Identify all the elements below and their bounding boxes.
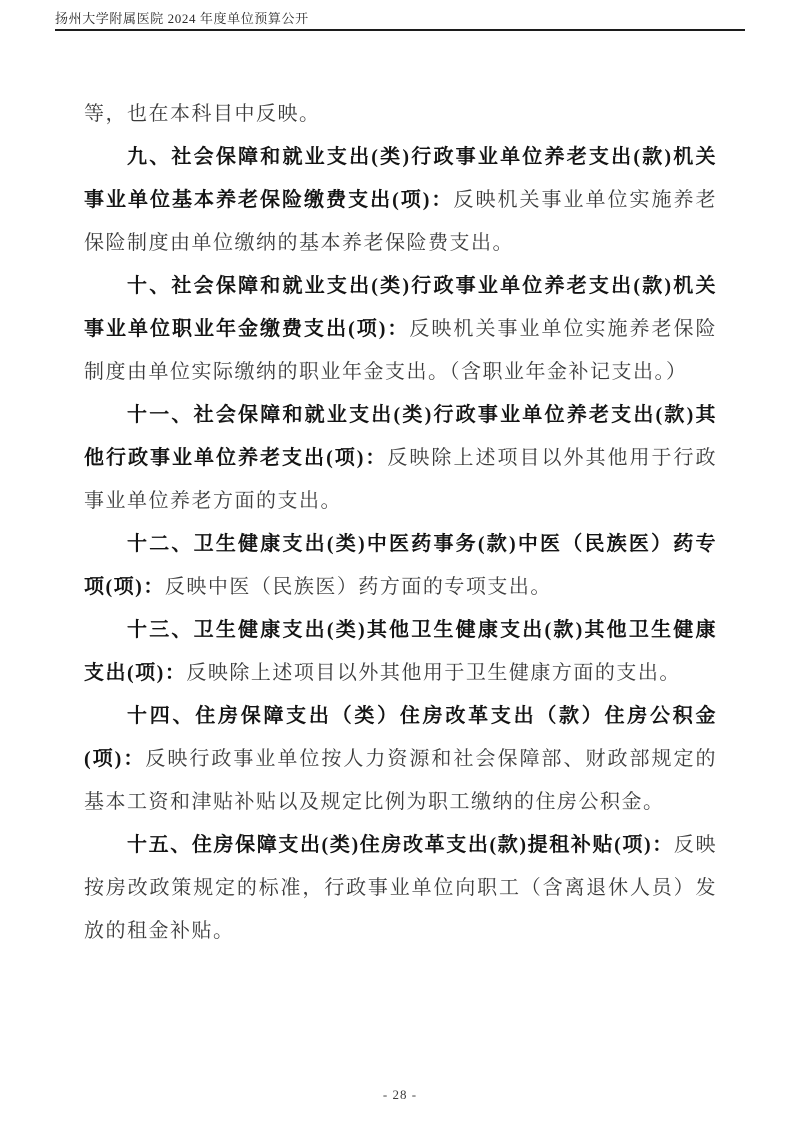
paragraph-text: 反映机关事业单位实施养老保险制度由单位实际缴纳的职业年金支出。（含职业年金补记支出。） — [84, 318, 717, 383]
paragraph-text: 反映机关事业单位实施养老保险制度由单位缴纳的基本养老保险费支出。 — [84, 189, 718, 254]
paragraph-lead: 十三、卫生健康支出(类)其他卫生健康支出(款)其他卫生健康支出(项)： — [84, 619, 717, 684]
paragraph — [84, 136, 717, 265]
header-rule — [55, 29, 745, 31]
paragraph-text: 反映除上述项目以外其他用于卫生健康方面的支出。 — [186, 662, 681, 684]
paragraph — [84, 824, 717, 953]
paragraph-lead: 十、社会保障和就业支出(类)行政事业单位养老支出(款)机关事业单位职业年金缴费支出(项)： — [84, 275, 717, 340]
paragraph-text: 等，也在本科目中反映。 — [84, 103, 321, 125]
paragraph-text: 反映按房改政策规定的标准，行政事业单位向职工（含离退休人员）发放的租金补贴。 — [84, 834, 717, 942]
paragraph — [84, 695, 717, 824]
paragraph-lead: 九、社会保障和就业支出(类)行政事业单位养老支出(款)机关事业单位基本养老保险缴费支出(项)： — [84, 146, 717, 211]
paragraph — [84, 93, 717, 136]
page-footer — [0, 1087, 800, 1103]
paragraph-text: 反映行政事业单位按人力资源和社会保障部、财政部规定的基本工资和津贴补贴以及规定比例为职工缴纳的住房公积金。 — [84, 748, 718, 813]
document-body — [84, 93, 717, 953]
paragraph-lead: 十五、住房保障支出(类)住房改革支出(款)提租补贴(项)： — [127, 834, 674, 856]
paragraph-lead: 十一、社会保障和就业支出(类)行政事业单位养老支出(款)其他行政事业单位养老支出(项)： — [84, 404, 717, 469]
paragraph-lead: 十二、卫生健康支出(类)中医药事务(款)中医（民族医）药专项(项)： — [84, 533, 717, 598]
page-number: - 28 - — [382, 1087, 418, 1102]
paragraph — [84, 523, 717, 609]
paragraph — [84, 609, 717, 695]
paragraph-text: 反映除上述项目以外其他用于行政事业单位养老方面的支出。 — [84, 447, 718, 512]
paragraph-lead: 十四、住房保障支出（类）住房改革支出（款）住房公积金(项)： — [84, 705, 717, 770]
paragraph — [84, 394, 717, 523]
paragraph — [84, 265, 717, 394]
paragraph-text: 反映中医（民族医）药方面的专项支出。 — [164, 576, 552, 598]
header-title: 扬州大学附属医院 2024 年度单位预算公开 — [55, 11, 309, 26]
